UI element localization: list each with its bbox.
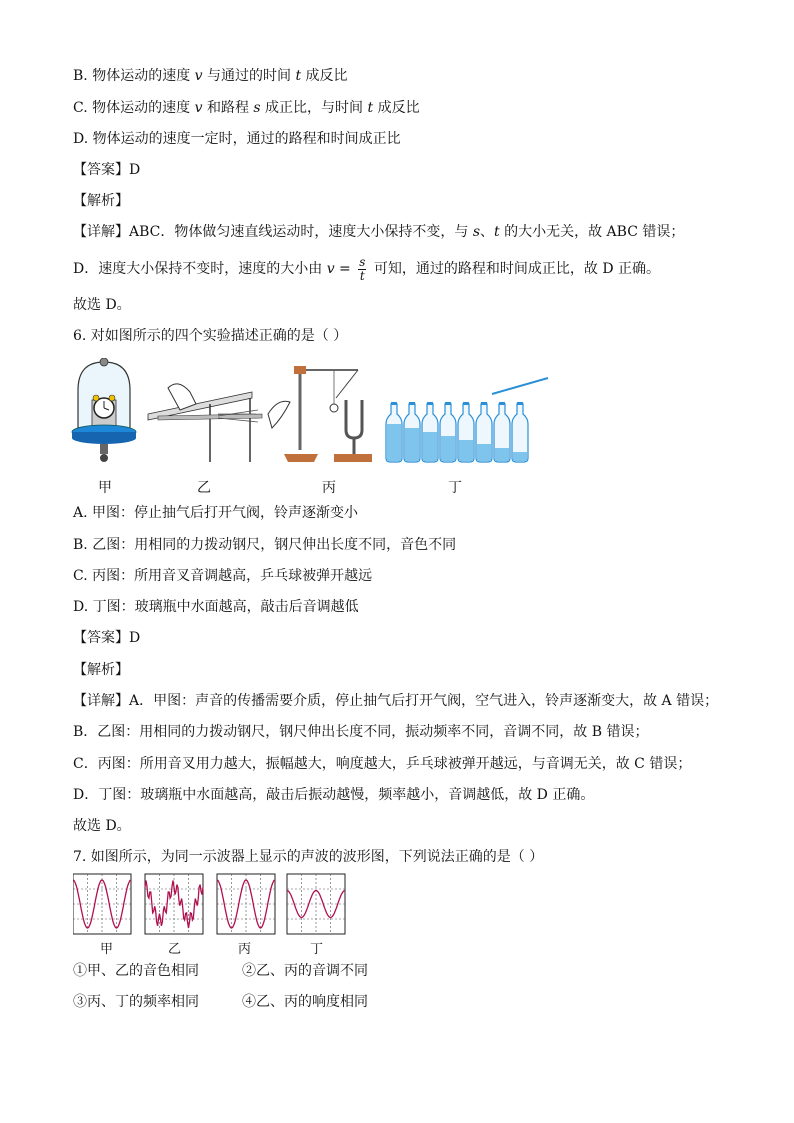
q6-caption-yi: 乙: [197, 480, 211, 496]
q7-statement-4: ④乙、丙的响度相同: [242, 994, 368, 1010]
q6-analysis: 【解析】: [73, 662, 129, 678]
q7-caption-ding: 丁: [310, 942, 324, 957]
q6-option-c: C. 丙图：所用音叉音调越高，乒乓球被弹开越远: [73, 568, 373, 584]
q6-figure: [68, 358, 558, 468]
q6-detail-a: 【详解】A．甲图：声音的传播需要介质，停止抽气后打开气阀，空气进入，铃声逐渐变大，故 A 错误；: [73, 693, 719, 709]
q7-caption-bing: 丙: [238, 942, 252, 957]
q6-caption-jia: 甲: [98, 480, 112, 496]
water-fill: [387, 424, 401, 461]
water-fill: [441, 436, 455, 461]
water-fill: [405, 428, 419, 461]
ruler-table-illustration: [148, 384, 290, 462]
q6-option-b: B. 乙图：用相同的力拨动钢尺，钢尺伸出长度不同，音色不同: [73, 537, 457, 553]
q6-detail-b: B．乙图：用相同的力拨动钢尺，钢尺伸出长度不同，振动频率不同，音调不同，故 B 错误；: [73, 724, 649, 740]
q5-detail-abc: 【详解】ABC．物体做匀速直线运动时，速度大小保持不变，与 s、t 的大小无关，故 ABC 错误；: [73, 224, 685, 240]
q7-caption-yi: 乙: [168, 942, 182, 957]
q7-caption-jia: 甲: [100, 942, 114, 957]
water-fill: [459, 440, 473, 461]
q6-conclusion: 故选 D。: [73, 818, 131, 834]
q6-stem: 6. 对如图所示的四个实验描述正确的是（ ）: [73, 328, 348, 344]
water-bottles-illustration: [492, 378, 548, 394]
q5-option-c: C. 物体运动的速度 v 和路程 s 成正比，与时间 t 成反比: [73, 100, 420, 116]
q5-option-b: B. 物体运动的速度 v 与通过的时间 t 成反比: [73, 68, 348, 84]
q7-statement-3: ③丙、丁的频率相同: [73, 994, 199, 1010]
q7-statement-1: ①甲、乙的音色相同: [73, 963, 199, 979]
tuning-fork-illustration: [284, 366, 372, 462]
q6-caption-bing: 丙: [322, 480, 336, 496]
q5-conclusion: 故选 D。: [73, 297, 131, 313]
water-fill: [477, 444, 491, 461]
water-fill: [513, 452, 527, 461]
q5-answer: 【答案】D: [73, 162, 141, 178]
q6-detail-d: D．丁图：玻璃瓶中水面越高，敲击后振动越慢，频率越小，音调越低，故 D 正确。: [73, 787, 595, 803]
bell-jar-illustration: [72, 358, 136, 462]
velocity-fraction: $\frac{s}{t}$: [359, 254, 366, 283]
q5-detail-d: D．速度大小保持不变时，速度的大小由 v = $\frac{s}{t}$ 可知，通过的路程和时间成正比，故 D 正确。: [73, 254, 660, 283]
q5-option-d: D. 物体运动的速度一定时，通过的路程和时间成正比: [73, 131, 401, 147]
bottle-row: [386, 402, 528, 462]
q7-waveform-figure: [73, 872, 353, 938]
q6-detail-c: C．丙图：所用音叉用力越大，振幅越大，响度越大，乒乓球被弹开越远，与音调无关，故 C 错误；: [73, 756, 692, 772]
q7-stem: 7. 如图所示，为同一示波器上显示的声波的波形图，下列说法正确的是（ ）: [73, 849, 544, 865]
q6-option-d: D. 丁图：玻璃瓶中水面越高，敲击后音调越低: [73, 599, 359, 615]
q6-option-a: A. 甲图：停止抽气后打开气阀，铃声逐渐变小: [73, 505, 359, 521]
water-fill: [495, 448, 509, 461]
q6-answer: 【答案】D: [73, 630, 141, 646]
q5-analysis: 【解析】: [73, 193, 129, 209]
water-fill: [423, 432, 437, 461]
q7-statement-2: ②乙、丙的音调不同: [242, 963, 368, 979]
q6-caption-ding: 丁: [448, 480, 462, 496]
